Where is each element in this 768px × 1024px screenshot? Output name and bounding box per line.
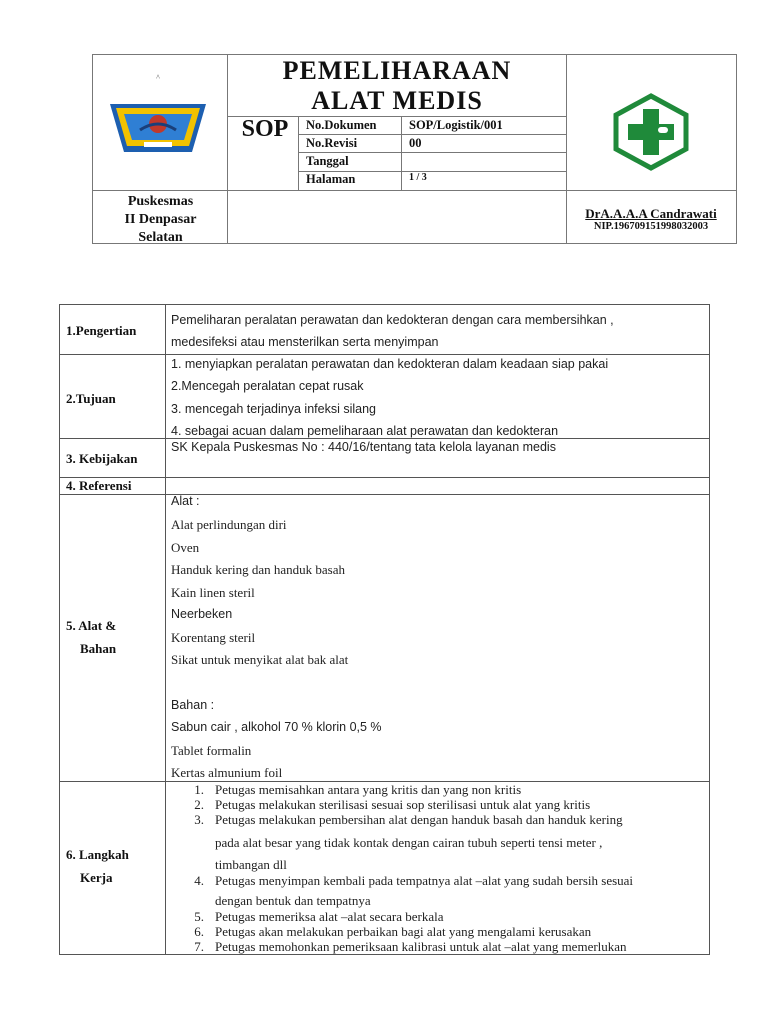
- row-divider-2: [59, 438, 710, 439]
- step-3-line-1: Petugas melakukan pembersihan alat dengan handuk basah dan handuk kering: [215, 812, 623, 827]
- step-2-line-1: Petugas melakukan sterilisasi sesuai sop sterilisasi untuk alat yang kritis: [215, 797, 591, 812]
- label-tujuan: 2.Tujuan: [66, 391, 116, 406]
- step-number-5: 5.: [194, 909, 204, 924]
- alat-heading: Alat :: [171, 494, 200, 508]
- pengertian-text-line-1: Pemeliharan peralatan perawatan dan kedokteran dengan cara membersihkan ,: [171, 313, 614, 327]
- step-5-line-1: Petugas memeriksa alat –alat secara berkala: [215, 909, 444, 924]
- meta-divider-value: [401, 116, 402, 190]
- tujuan-item-4: 4. sebagai acuan dalam pemeliharaan alat perawatan dan kedokteran: [171, 424, 559, 438]
- alat-item-7: Sikat untuk menyikat alat bak alat: [171, 652, 349, 667]
- tujuan-item-2: 2.Mencegah peralatan cepat rusak: [171, 379, 364, 393]
- label-pengertian: 1.Pengertian: [66, 323, 137, 338]
- kebijakan-text: SK Kepala Puskesmas No : 440/16/tentang tata kelola layanan medis: [171, 440, 556, 454]
- step-7-line-1: Petugas memohonkan pemeriksaan kalibrasi untuk alat –alat yang memerlukan: [215, 939, 627, 954]
- org-name-line-2: II Denpasar: [124, 212, 197, 227]
- alat-item-4: Kain linen steril: [171, 585, 255, 600]
- label-alat-bahan-line-1: 5. Alat &: [66, 618, 117, 633]
- step-3-line-3: timbangan dll: [215, 857, 287, 872]
- label-alat-bahan-line-2: Bahan: [80, 641, 117, 656]
- regional-emblem-logo: [106, 70, 210, 160]
- tujuan-item-1: 1. menyiapkan peralatan perawatan dan kedokteran dalam keadaan siap pakai: [171, 357, 609, 371]
- table-column-divider: [165, 304, 166, 955]
- organization-name: [93, 193, 228, 247]
- alat-item-3: Handuk kering dan handuk basah: [171, 562, 346, 577]
- alat-item-5: Neerbeken: [171, 607, 233, 621]
- org-name-line-1: Puskesmas: [127, 194, 194, 209]
- meta-label-tanggal: Tanggal: [306, 154, 349, 168]
- label-kebijakan: 3. Kebijakan: [66, 451, 138, 466]
- document-title-line-1: PEMELIHARAAN: [282, 56, 512, 85]
- alat-item-6: Korentang steril: [171, 630, 256, 645]
- row-divider-1: [59, 354, 710, 355]
- tujuan-item-3: 3. mencegah terjadinya infeksi silang: [171, 402, 376, 416]
- sop-label: SOP: [241, 116, 289, 142]
- step-3-line-2: pada alat besar yang tidak kontak dengan cairan tubuh seperti tensi meter ,: [215, 835, 603, 850]
- meta-label-no-dokumen: No.Dokumen: [306, 118, 377, 132]
- bahan-item-1: Sabun cair , alkohol 70 % klorin 0,5 %: [171, 720, 382, 734]
- bahan-item-3: Kertas almunium foil: [171, 765, 283, 780]
- svg-text:^: ^: [156, 73, 160, 82]
- meta-label-no-revisi: No.Revisi: [306, 136, 358, 150]
- sop-content-table: [59, 304, 710, 955]
- step-number-3: 3.: [194, 812, 204, 827]
- bahan-item-2: Tablet formalin: [171, 743, 252, 758]
- alat-item-1: Alat perlindungan diri: [171, 517, 287, 532]
- step-number-6: 6.: [194, 924, 204, 939]
- step-number-4: 4.: [194, 873, 204, 888]
- meta-value-no-dokumen: SOP/Logistik/001: [409, 118, 503, 132]
- meta-value-halaman: 1 / 3: [409, 172, 427, 183]
- signer-nip: NIP.196709151998032003: [593, 221, 709, 232]
- label-langkah-line-1: 6. Langkah: [66, 847, 129, 862]
- document-title-line-2: ALAT MEDIS: [311, 86, 483, 115]
- step-4-line-2: dengan bentuk dan tempatnya: [215, 893, 371, 908]
- meta-label-halaman: Halaman: [306, 172, 356, 186]
- step-number-2: 2.: [194, 797, 204, 812]
- label-langkah-line-2: Kerja: [80, 870, 113, 885]
- pengertian-text-line-2: medesifeksi atau mensterilkan serta menyimpan: [171, 335, 439, 349]
- step-number-7: 7.: [194, 939, 204, 954]
- step-6-line-1: Petugas akan melakukan perbaikan bagi alat yang mengalami kerusakan: [215, 924, 592, 939]
- bahan-heading: Bahan :: [171, 698, 215, 712]
- label-referensi: 4. Referensi: [66, 478, 132, 493]
- step-4-line-1: Petugas menyimpan kembali pada tempatnya alat –alat yang sudah bersih sesuai: [215, 873, 634, 888]
- header-row-divider: [92, 190, 737, 191]
- meta-line-2: [298, 152, 566, 153]
- step-number-1: 1.: [194, 782, 204, 797]
- alat-item-2: Oven: [171, 540, 200, 555]
- puskesmas-logo: [612, 93, 690, 171]
- row-divider-4: [59, 494, 710, 495]
- meta-value-no-revisi: 00: [409, 136, 422, 150]
- signer-name: DrA.A.A.A Candrawati: [585, 206, 717, 221]
- meta-line-1: [298, 134, 566, 135]
- org-name-line-3: Selatan: [138, 230, 183, 245]
- row-divider-3: [59, 477, 710, 478]
- meta-divider-sop: [298, 116, 299, 190]
- step-1-line-1: Petugas memisahkan antara yang kritis dan yang non kritis: [215, 782, 522, 797]
